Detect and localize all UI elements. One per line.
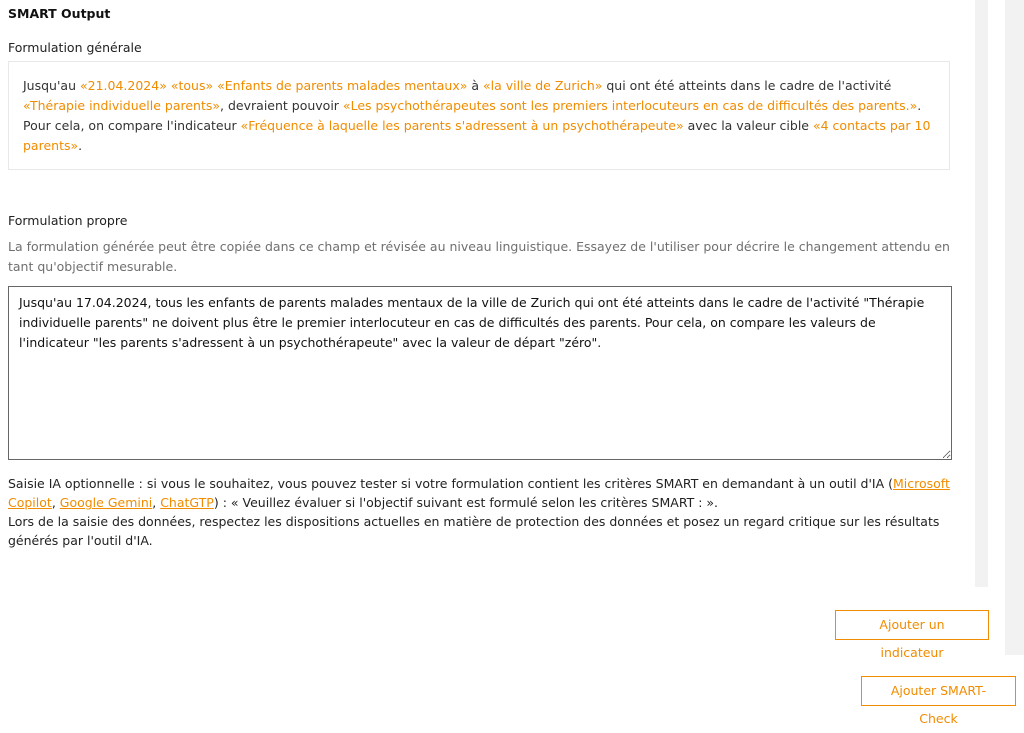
formulation-text: . [78, 138, 83, 153]
formulation-text: , devraient pouvoir [220, 98, 343, 113]
formulation-text: qui ont été atteints dans le cadre de l'activité [602, 78, 892, 93]
own-formulation-hint: La formulation générée peut être copiée dans ce champ et révisée au niveau linguistique. Essayez de l'utiliser pour décrire le changement attendu en tant qu'objectif mesurable. [8, 239, 950, 274]
highlighted-term: «Les psychothérapeutes sont les premiers interlocuteurs en cas de difficultés des parents.» [342, 98, 918, 113]
ai-note-separator: , [51, 495, 60, 510]
own-formulation-label: Formulation propre [8, 213, 128, 228]
chatgtp-link[interactable]: ChatGTP [160, 495, 214, 510]
section-title: SMART Output [8, 6, 111, 21]
ai-note-prompt: ) : « Veuillez évaluer si l'objectif suivant est formulé selon les critères SMART : ». [213, 495, 719, 510]
highlighted-term: «21.04.2024» [79, 78, 167, 93]
ai-note [8, 474, 952, 550]
microsoft-copilot-link[interactable]: Microsoft Copilot [8, 476, 950, 510]
highlighted-term: «tous» [170, 78, 214, 93]
google-gemini-link[interactable]: Google Gemini [59, 495, 153, 510]
own-formulation-textarea[interactable] [8, 286, 952, 460]
ai-note-intro: Saisie IA optionnelle : si vous le souhaitez, vous pouvez tester si votre formulation contient les critères SMART en demandant à un outil d'IA ( [8, 476, 893, 491]
formulation-text: Jusqu'au [23, 78, 80, 93]
formulation-text: . Pour cela, on compare l'indicateur [23, 98, 922, 133]
highlighted-term: «la ville de Zurich» [483, 78, 603, 93]
ai-note-separator: , [152, 495, 161, 510]
formulation-text: à [467, 78, 484, 93]
highlighted-term: «Thérapie individuelle parents» [23, 98, 221, 113]
add-indicator-button[interactable]: Ajouter un indicateur [835, 610, 989, 640]
page-side-panel [1005, 0, 1024, 655]
scrollbar-track[interactable] [975, 0, 988, 587]
general-formulation-box [8, 61, 950, 170]
formulation-text: avec la valeur cible [683, 118, 813, 133]
add-smart-check-button[interactable]: Ajouter SMART-Check [861, 676, 1016, 706]
highlighted-term: «Fréquence à laquelle les parents s'adressent à un psychothérapeute» [240, 118, 684, 133]
highlighted-term: «Enfants de parents malades mentaux» [217, 78, 468, 93]
highlighted-term: «4 contacts par 10 parents» [23, 118, 931, 153]
ai-note-privacy: Lors de la saisie des données, respectez les dispositions actuelles en matière de protection des données et posez un regard critique sur les résultats générés par l'outil d'IA. [8, 514, 940, 548]
general-formulation-label: Formulation générale [8, 40, 142, 55]
